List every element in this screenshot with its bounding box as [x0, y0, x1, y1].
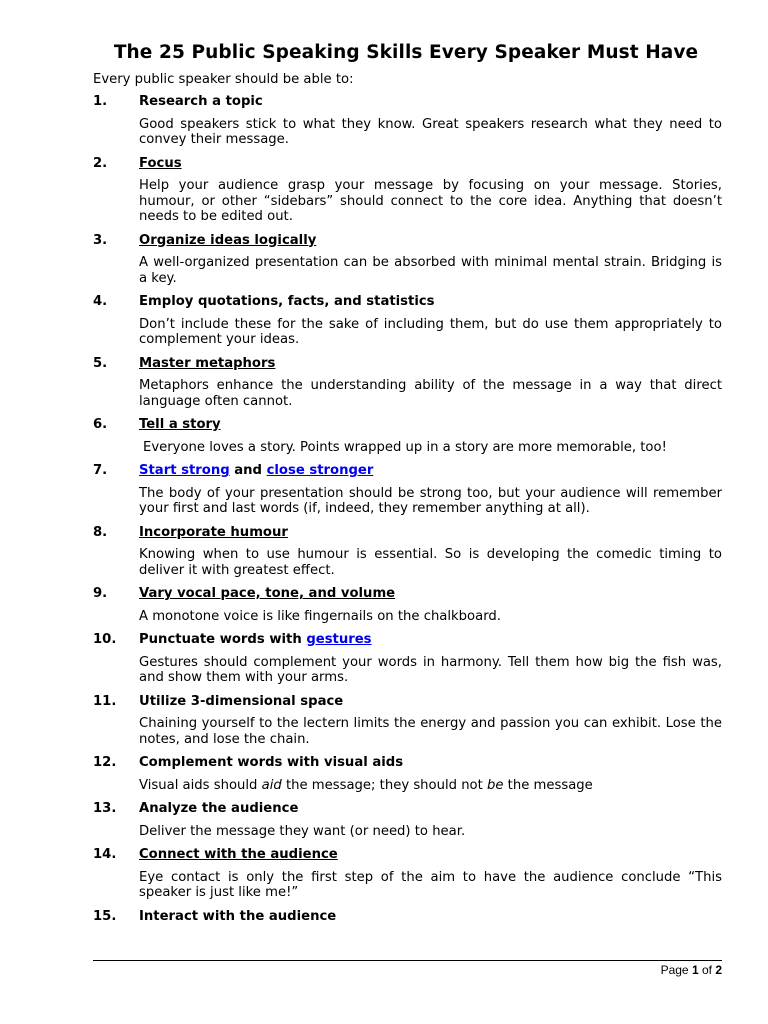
list-item [93, 586, 722, 624]
item-heading: Organize ideas logically [139, 232, 317, 248]
item-number: 15. [93, 908, 117, 924]
list-item [93, 755, 722, 793]
item-number: 14. [93, 847, 117, 862]
item-number: 3. [93, 232, 108, 248]
intro-text: Every public speaker should be able to: [93, 72, 354, 87]
heading-text: Punctuate words with [139, 632, 307, 647]
list-item [93, 632, 722, 686]
desc-emphasis: aid [261, 777, 282, 793]
item-number: 8. [93, 524, 108, 540]
list-item [93, 847, 722, 901]
heading-connector: and [229, 463, 267, 478]
item-description: Chaining yourself to the lectern limits the energy and passion you can exhibit. Lose the notes, and lose the chain. [139, 716, 722, 747]
item-heading: Master metaphors [139, 355, 276, 371]
list-item [93, 294, 722, 348]
desc-text: the message [503, 777, 593, 793]
close-stronger-link[interactable]: close stronger [266, 463, 374, 478]
item-description: The body of your presentation should be strong too, but your audience will remember your first and last words (if, indeed, they remember anything at all). [139, 485, 722, 516]
item-number: 1. [93, 94, 108, 109]
item-number: 6. [93, 417, 108, 432]
item-heading [139, 632, 372, 648]
item-description: A well-organized presentation can be absorbed with minimal mental strain. Bridging is a key. [139, 255, 722, 286]
item-description: Eye contact is only the first step of the aim to have the audience conclude “This speaker is just like me!” [139, 869, 722, 900]
item-description: Gestures should complement your words in harmony. Tell them how big the fish was, and show them with your arms. [139, 654, 722, 685]
item-number: 5. [93, 355, 108, 371]
desc-text: Visual aids should [139, 777, 262, 793]
item-heading: Connect with the audience [139, 847, 338, 862]
item-heading: Employ quotations, facts, and statistics [139, 294, 435, 309]
item-heading: Tell a story [139, 417, 221, 432]
skills-list [93, 94, 722, 924]
list-item [93, 694, 722, 748]
total-pages: 2 [715, 963, 722, 977]
list-item [93, 801, 722, 839]
item-number: 10. [93, 632, 117, 647]
item-description: Everyone loves a story. Points wrapped up in a story are more memorable, too! [143, 439, 667, 455]
list-item [93, 525, 722, 579]
item-description: Knowing when to use humour is essential. So is developing the comedic timing to deliver it with greatest effect. [139, 547, 722, 578]
item-heading: Interact with the audience [139, 908, 337, 924]
item-description: A monotone voice is like fingernails on the chalkboard. [139, 608, 501, 624]
list-item [93, 463, 722, 517]
item-number: 9. [93, 586, 108, 601]
item-number: 4. [93, 294, 108, 309]
of-label: of [698, 963, 716, 977]
desc-emphasis: be [487, 777, 504, 793]
desc-text: the message; they should not [281, 777, 487, 793]
list-item [93, 417, 722, 455]
start-strong-link[interactable]: Start strong [139, 463, 230, 478]
item-description: Deliver the message they want (or need) to hear. [139, 823, 466, 839]
item-description: Metaphors enhance the understanding ability of the message in a way that direct language often cannot. [139, 378, 722, 409]
item-heading: Incorporate humour [139, 524, 288, 540]
list-item [93, 356, 722, 410]
item-heading: Focus [139, 155, 182, 171]
list-item [93, 909, 722, 925]
page-number [661, 963, 722, 977]
item-number: 11. [93, 693, 117, 709]
page-label: Page [660, 963, 692, 977]
item-heading: Complement words with visual aids [139, 755, 404, 770]
footer-divider [93, 960, 722, 961]
current-page: 1 [691, 963, 699, 977]
list-item [93, 94, 722, 148]
item-heading [139, 463, 373, 479]
item-description [139, 778, 722, 794]
item-heading: Utilize 3-dimensional space [139, 693, 344, 709]
item-heading: Research a topic [139, 94, 263, 109]
item-number: 12. [93, 755, 117, 770]
item-heading: Vary vocal pace, tone, and volume [139, 586, 396, 601]
item-number: 7. [93, 463, 108, 478]
item-description: Help your audience grasp your message by focusing on your message. Stories, humour, or other “sidebars” should connect to the core idea. Anything that doesn’t needs to be edited out. [139, 178, 722, 224]
gestures-link[interactable]: gestures [306, 632, 372, 647]
item-description: Don’t include these for the sake of including them, but do use them appropriately to complement your ideas. [139, 316, 722, 347]
list-item [93, 233, 722, 287]
item-heading: Analyze the audience [139, 801, 299, 816]
document-title: The 25 Public Speaking Skills Every Speaker Must Have [113, 42, 699, 63]
list-item [93, 156, 722, 225]
item-number: 2. [93, 155, 108, 171]
item-description: Good speakers stick to what they know. Great speakers research what they need to convey their message. [139, 116, 722, 147]
item-number: 13. [93, 801, 117, 816]
